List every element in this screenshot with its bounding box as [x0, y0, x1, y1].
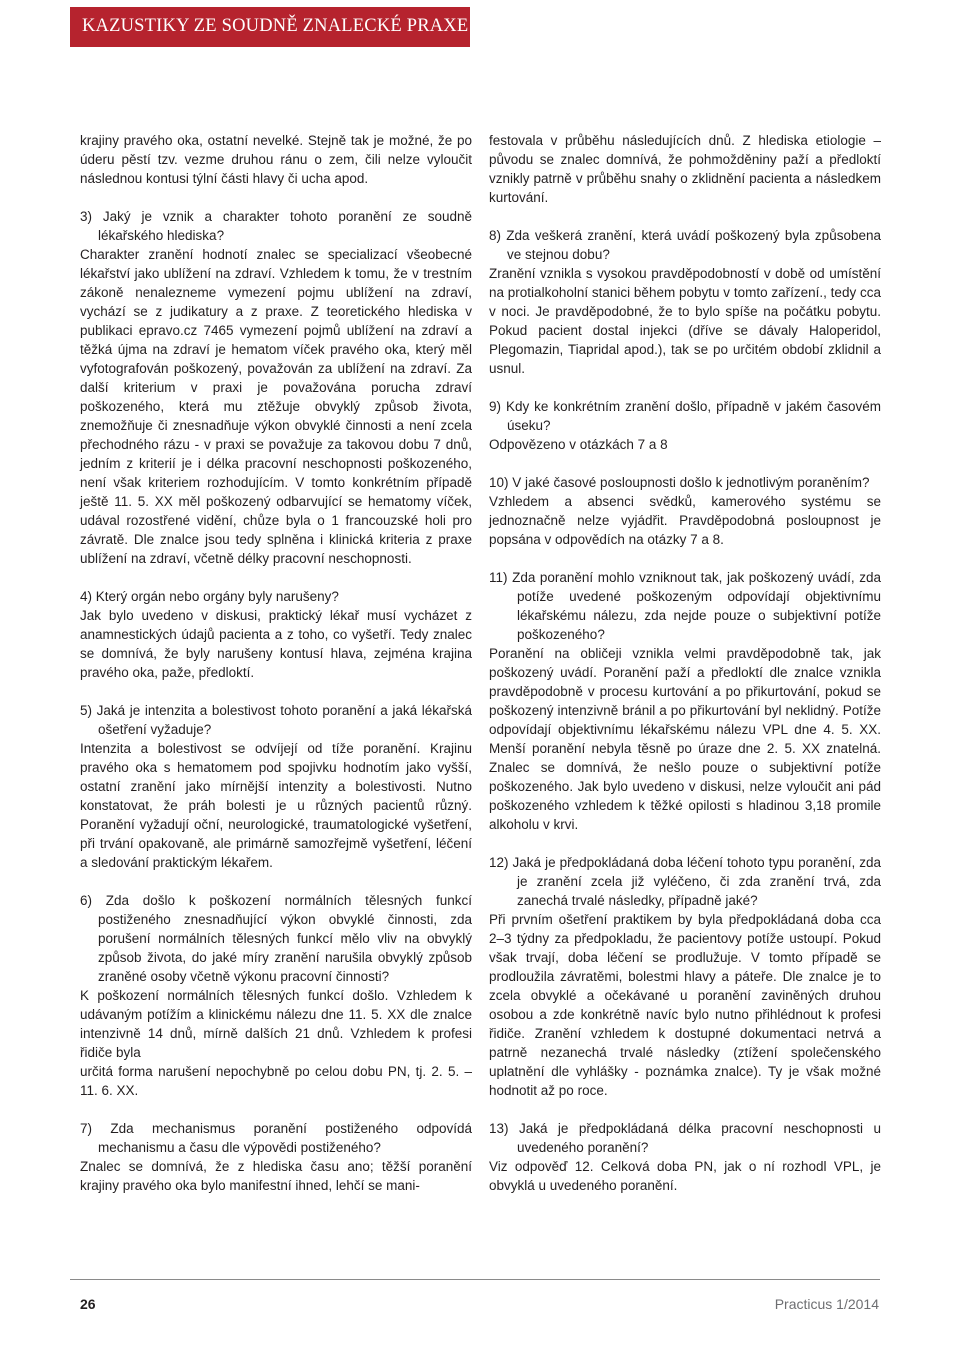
question-heading: 11) Zda poranění mohlo vzniknout tak, jak poškozený uvádí, zda potíže uvedené poškozeným odpovídají objektivnímu lékařskému nálezu, zda nejde pouze o subjektivní potíže poškozeného?	[489, 570, 881, 642]
right-column	[489, 131, 881, 1195]
paragraph-gap	[489, 549, 881, 568]
paragraph-gap	[489, 454, 881, 473]
body-paragraph: Při prvním ošetření praktikem by byla předpokládaná doba cca 2–3 týdny za předpokladu, že pacientovy potíže ustoupí. Pokud však trvají, doba léčení se prodlužuje. V tomto případě se prodloužila závratěmi, bolestmi hlavy a páteře. Dle znalce je to zcela obvyklé a očekávané u poranění zaviněných druhou osobou a zde konkrétně navíc bylo nutno přihlédnout k profesi řidiče. Zranění vzhledem k dostupné dokumentaci netrvá a patrně nezanechá trvalé následky (ztížení společenského uplatnění dle vyhlášky - poznámka znalce). Ty je však možné hodnotit až po roce.	[489, 912, 881, 1098]
paragraph-gap	[489, 1100, 881, 1119]
footer-divider	[70, 1279, 880, 1280]
body-paragraph: festovala v průběhu následujících dnů. Z hlediska etiologie – původu se znalec domnívá, že pohmožděniny paží a předloktí vznikly patrně v průběhu snahy o zklidnění pacienta a následkem kurtování.	[489, 133, 881, 205]
body-paragraph: určitá forma narušení nepochybně po celou dobu PN, tj. 2. 5. –11. 6. XX.	[80, 1064, 472, 1098]
body-paragraph: Znalec se domnívá, že z hlediska času ano; těžší poranění krajiny pravého oka bylo manifestní ihned, lehčí se mani-	[80, 1159, 472, 1193]
left-column	[80, 131, 472, 1195]
question-heading: 5) Jaká je intenzita a bolestivost tohoto poranění a jaká lékařská ošetření vyžaduje?	[80, 703, 472, 737]
body-paragraph: Poranění na obličeji vznikla velmi pravděpodobně tak, jak poškozený uvádí. Poranění paží a předloktí dle znalce vznikla pravděpodobně v procesu kurtování a po přikurtování, pokud se poškozený intenzivně bránil a po přikurtování byl neklidný. Potíže odpovídají objektivnímu lékařskému nálezu VPL dne 4. 5. XX. Menší poranění nebyla těsně po úraze dne 2. 5. XX znatelná. Znalec se domnívá, že nešlo pouze o subjektivní potíže poškozeného. Jak bylo uvedeno v diskusi, nelze vyloučit ani pád poškozeného vzhledem k těžké opilosti s hladinou 3,18 promile alkoholu v krvi.	[489, 646, 881, 832]
body-paragraph: krajiny pravého oka, ostatní nevelké. Stejně tak je možné, že po úderu pěstí tzv. vezme druhou ránu o zem, čili nelze vyloučit následnou kontusi týlní části hlavy či ucha apod.	[80, 133, 472, 186]
body-paragraph: Zranění vznikla s vysokou pravděpodobností v době od umístění na protialkoholní stanici během pobytu v tomto zařízení., tedy cca v noci. Je pravděpodobné, že to bylo spíše na počátku pobytu. Pokud pacient dostal injekci (dříve se dávaly Haloperidol, Plegomazin, Tiapridal apod.), tak se po určitém období zklidnil a usnul.	[489, 266, 881, 376]
body-paragraph: Jak bylo uvedeno v diskusi, praktický lékař musí vycházet z anamnestických údajů pacienta a z toho, co vyšetří. Tedy znalec se domnívá, že byly narušeny kontusí hlava, zejména krajina pravého oka, paže, předloktí.	[80, 608, 472, 680]
body-paragraph: Odpovězeno v otázkách 7 a 8	[489, 437, 668, 452]
body-paragraph: Vzhledem a absenci svědků, kamerového systému se jednoznačně nelze vyjádřit. Pravděpodobná posloupnost je popsána v odpovědích na otázky 7 a 8.	[489, 494, 881, 547]
body-paragraph: Viz odpověď 12. Celková doba PN, jak o ní rozhodl VPL, je obvyklá u uvedeného poranění.	[489, 1159, 881, 1193]
paragraph-gap	[489, 378, 881, 397]
question-heading: 6) Zda došlo k poškození normálních tělesných funkcí postiženého znesnadňující výkon obvyklé činnosti, zda porušení normálních tělesných funkcí mělo vliv na obvyklý způsob života, do jaké míry zranění narušila obvyklý způsob zraněné osoby včetně výkonu pracovní činnosti?	[80, 893, 472, 984]
question-heading: 9) Kdy ke konkrétním zranění došlo, případně v jakém časovém úseku?	[489, 399, 881, 433]
journal-issue: Practicus 1/2014	[774, 1296, 879, 1312]
body-paragraph: Charakter zranění hodnotí znalec se specializací všeobecné lékařství jako ublížení na zdraví. Vzhledem k tomu, že v trestním zákoně nenalezneme vymezení pojmu ublížení na zdraví, vychází se z judikatury a z praxe. Z teoretického hlediska v publikaci epravo.cz 7465 vymezení pojmů ublížení na zdraví a těžká újma na zdraví je hematom víček pravého oka, který měl vyfotografován poškozený, považován za ublížení na zdraví. Za další kriterium v praxi je považována porucha zdraví poškozeného, která mu ztěžuje obvyklý způsob života, znemožňuje či znesnadňuje výkon obvyklé činnosti a není zcela přechodného rázu - v praxi se považuje za takovou dobu 7 dnů, jedním z kriterií je i délka pracovní neschopnosti poškozeného, není však kriteriem rozhodujícím. V tomto konkrétním případě ještě 11. 5. XX měl poškozený odbarvující se hematomy víček, udával rozostřené vidění, chůze byla o 1 francouzské holi pro závratě. Dle znalce jsou tedy splněna i klinická kriteria z praxe ublížení na zdraví, včetně délky pracovní neschopnosti.	[80, 247, 472, 566]
page-number: 26	[80, 1296, 96, 1312]
paragraph-gap	[489, 207, 881, 226]
question-heading: 3) Jaký je vznik a charakter tohoto poranění ze soudně lékařského hlediska?	[80, 209, 472, 243]
paragraph-gap	[80, 568, 472, 587]
section-title: KAZUSTIKY ZE SOUDNĚ ZNALECKÉ PRAXE	[82, 16, 469, 36]
body-paragraph: Intenzita a bolestivost se odvíjejí od tíže poranění. Krajinu pravého oka s hematomem pod spojivku hodnotím jako vyšší, ostatní zranění jako mírnější intenzity a bolestivosti. Nutno konstatovat, že práh bolesti je u různých pacientů různý. Poranění vyžadují oční, neurologické, traumatologické vyšetření, při trvání opakovaně, ale primárně samozřejmě vyšetření, léčení a sledování praktickým lékařem.	[80, 741, 472, 870]
header-band	[70, 7, 470, 47]
paragraph-gap	[80, 682, 472, 701]
question-heading: 10) V jaké časové posloupnosti došlo k jednotlivým poraněním?	[489, 475, 870, 490]
paragraph-gap	[489, 834, 881, 853]
paragraph-gap	[80, 872, 472, 891]
question-heading: 7) Zda mechanismus poranění postiženého odpovídá mechanismu a času dle výpovědi postiženého?	[80, 1121, 472, 1155]
question-heading: 13) Jaká je předpokládaná délka pracovní neschopnosti u uvedeného poranění?	[489, 1121, 881, 1155]
question-heading: 8) Zda veškerá zranění, která uvádí poškozený byla způsobena ve stejnou dobu?	[489, 228, 881, 262]
question-heading: 4) Který orgán nebo orgány byly narušeny?	[80, 589, 339, 604]
body-paragraph: K poškození normálních tělesných funkcí došlo. Vzhledem k udávaným potížím a klinickému nálezu dne 11. 5. XX dle znalce intenzivně 14 dnů, mírně dalších 21 dnů. Vzhledem k profesi řidiče byla	[80, 988, 472, 1060]
question-heading: 12) Jaká je předpokládaná doba léčení tohoto typu poranění, zda je zranění zcela již vyléčeno, či zda zranění trvá, zda zanechá trvalé následky, případně jaké?	[489, 855, 881, 908]
paragraph-gap	[80, 1100, 472, 1119]
paragraph-gap	[80, 188, 472, 207]
